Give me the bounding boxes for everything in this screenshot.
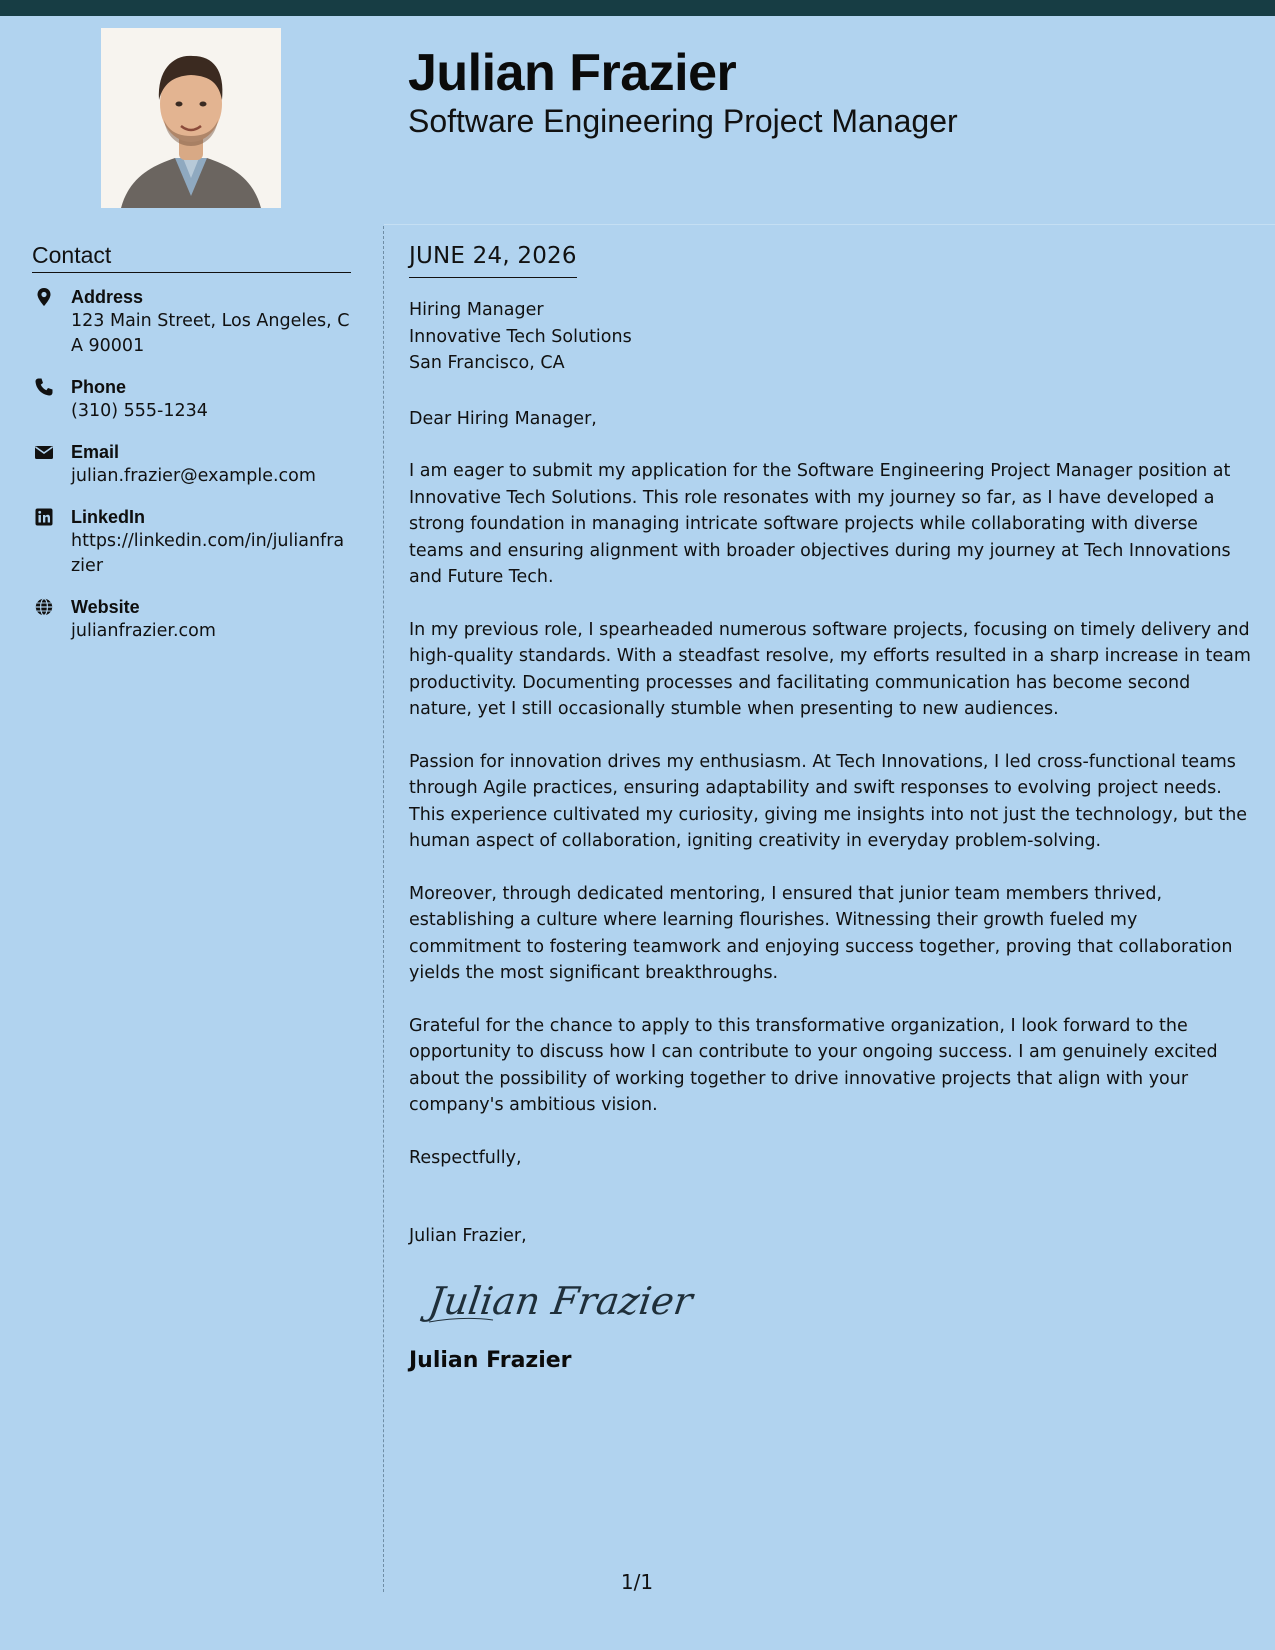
contact-linkedin [32, 505, 351, 579]
letter-paragraph: I am eager to submit my application for the Software Engineering Project Manager position at Innovative Tech Solutions. This role resonates with my journey so far, as I have developed a strong foundation in managing intricate software projects while collaborating with diverse teams and ensuring alignment with broader objectives during my journey at Tech Innovations and Future Tech. [409, 461, 1231, 587]
profile-photo-image [101, 28, 281, 208]
letter-date: JUNE 24, 2026 [409, 240, 577, 278]
cover-letter-body [409, 240, 1251, 1376]
contact-phone [32, 375, 351, 424]
svg-text:Julian Frazier: Julian Frazier [425, 1279, 695, 1324]
letter-paragraph: Passion for innovation drives my enthusiasm. At Tech Innovations, I led cross-functional teams through Agile practices, ensuring adaptability and swift responses to evolving project needs. This experience cultivated my curiosity, giving me insights into not just the technology, but the human aspect of collaboration, igniting creativity in everyday problem-solving. [409, 751, 1248, 851]
handwritten-signature [423, 1272, 695, 1332]
closing: Respectfully, [409, 1147, 522, 1168]
website-label: Website [71, 597, 140, 617]
contact-website [32, 595, 351, 644]
email-label: Email [71, 442, 120, 462]
letter-paragraph: In my previous role, I spearheaded numerous software projects, focusing on timely delivery and high-quality standards. With a steadfast resolve, my efforts resulted in a sharp increase in team productivity. Documenting processes and facilitating communication has become second nature, yet I still occasionally stumble when presenting to new audiences. [409, 619, 1251, 719]
contact-address [32, 285, 351, 359]
header-divider [384, 224, 1275, 225]
phone-icon [34, 377, 54, 397]
recipient-company: Innovative Tech Solutions [409, 326, 632, 347]
envelope-icon [34, 442, 54, 462]
applicant-job-title: Software Engineering Project Manager [408, 103, 958, 139]
linkedin-label: LinkedIn [71, 507, 146, 527]
website-value: julianfrazier.com [71, 621, 216, 641]
linkedin-icon [34, 507, 54, 527]
contact-sidebar [32, 240, 351, 660]
phone-value: (310) 555-1234 [71, 401, 208, 421]
letter-paragraph: Moreover, through dedicated mentoring, I ensured that junior team members thrived, establishing a culture where learning flourishes. Witnessing their growth fueled my commitment to fostering teamwork and enjoying success together, proving that collaboration yields the most significant breakthroughs. [409, 883, 1233, 983]
globe-icon [34, 597, 54, 617]
phone-label: Phone [71, 377, 127, 397]
top-accent-bar [0, 0, 1275, 16]
page-number: 1/1 [620, 1570, 654, 1594]
email-value: julian.frazier@example.com [71, 466, 316, 486]
contact-heading: Contact [32, 240, 351, 273]
printed-name: Julian Frazier [409, 1347, 572, 1373]
column-divider [383, 226, 384, 1592]
contact-email [32, 440, 351, 489]
applicant-name: Julian Frazier [408, 44, 737, 102]
recipient-location: San Francisco, CA [409, 353, 565, 373]
signoff-name: Julian Frazier, [409, 1226, 527, 1246]
address-label: Address [71, 287, 144, 307]
recipient-block [409, 297, 1251, 377]
linkedin-value: https://linkedin.com/in/julianfrazier [71, 531, 345, 576]
recipient-name: Hiring Manager [409, 300, 544, 320]
map-pin-icon [34, 287, 54, 307]
address-value: 123 Main Street, Los Angeles, CA 90001 [71, 311, 350, 356]
letter-paragraph: Grateful for the chance to apply to this transformative organization, I look forward to the opportunity to discuss how I can contribute to your ongoing success. I am genuinely excited about the possibility of working together to drive innovative projects that align with your company's ambitious vision. [409, 1015, 1218, 1115]
salutation: Dear Hiring Manager, [409, 408, 597, 429]
contact-list [32, 285, 351, 644]
profile-photo [101, 28, 281, 208]
